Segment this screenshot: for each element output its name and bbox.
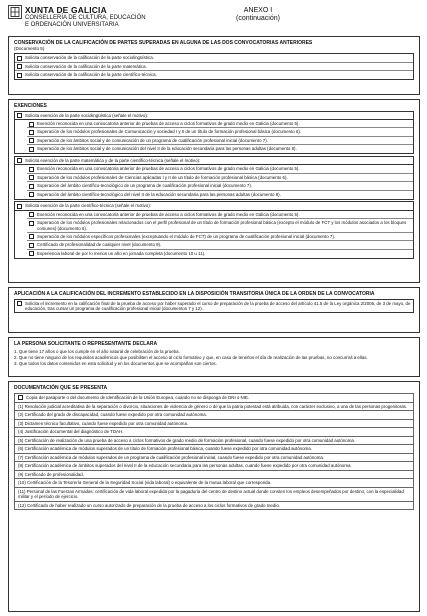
checkbox[interactable] bbox=[29, 184, 34, 189]
checkbox[interactable] bbox=[17, 158, 22, 163]
document-item: (3) Dictamen técnico facultativo, cuando fuese expedido por otra comunidad autónoma. bbox=[14, 420, 414, 429]
checkbox[interactable] bbox=[29, 221, 34, 226]
declaration-list bbox=[14, 349, 414, 367]
conservation-option: Solicita conservación de la calificación de la parte científico-técnica. bbox=[15, 71, 413, 79]
declaration-title: LA PERSONA SOLICITANTE O REPRESENTANTE DECLARA bbox=[14, 341, 158, 347]
checkbox[interactable] bbox=[29, 192, 34, 197]
exemption-option: Superación del ámbito científico-tecnológico de un programa de cualificación profesional inicial (documento 7). bbox=[27, 182, 413, 190]
org-line-2: CONSELLERÍA DE CULTURA, EDUCACIÓN bbox=[25, 15, 146, 22]
organization-name bbox=[25, 6, 146, 29]
increment-title: APLICACIÓN A LA CALIFICACIÓN DEL INCREMENTO ESTABLECIDO EN LA DISPOSICIÓN TRANSITORIA ÚNICA DE LA ORDEN DE LA CONVOCATORIA bbox=[14, 291, 375, 297]
conservation-section bbox=[8, 36, 420, 95]
exemption-option: Superación de los módulos específicos profesionales (exceptuando el módulo de FCT) de un programa de cualificación profesional inicial (documento 7). bbox=[27, 233, 413, 241]
conservation-options bbox=[14, 53, 414, 80]
exemptions-section bbox=[8, 99, 420, 283]
checkbox[interactable] bbox=[29, 167, 34, 172]
checkbox[interactable] bbox=[29, 147, 34, 152]
org-line-3: E ORDENACIÓN UNIVERSITARIA bbox=[25, 22, 119, 29]
checkbox[interactable] bbox=[18, 395, 23, 400]
declaration-item: 3. Que todos los datos contenidos en esta solicitud y en los documentos que se acompañan son ciertos. bbox=[14, 360, 217, 366]
document-item: (5) Certificación de realización de una prueba de acceso a ciclos formativos de grado medio de formación profesional, cuando fuese expedido por otra comunidad autónoma. bbox=[14, 437, 414, 446]
document-item: (12) Certificado de haber realizado un curso autorizado de preparación de la prueba de acceso a los ciclos formativos de grado medio. bbox=[14, 502, 414, 511]
exemption-option: Superación de los módulos profesionales relacionados con el perfil profesional de un título de formación profesional básica (excepto el módulo de FCT y los módulos asociados a los bloques comunes) (documento 6). bbox=[27, 219, 413, 233]
xunta-logo-icon bbox=[8, 5, 22, 19]
checkbox[interactable] bbox=[29, 122, 34, 127]
checkbox[interactable] bbox=[17, 64, 22, 69]
org-line-1: XUNTA DE GALICIA bbox=[25, 5, 107, 15]
annex-title: ANEXO I bbox=[243, 7, 273, 14]
declaration-item: 2. Que no tiene ninguno de los requisitos académicos que posibiliten el acceso al ciclo formativo y que, en caso de tenerlos el día de realización de las pruebas, no concurrirá a ellas. bbox=[14, 354, 368, 360]
checkbox[interactable] bbox=[29, 130, 34, 135]
increment-section bbox=[8, 287, 420, 333]
exemption-group-head: Solicita exención de la parte matemática y de la parte científico-técnica (señale el motivo): bbox=[15, 157, 413, 166]
exemption-option: Experiencia laboral de por lo menos un año en jornada completa (documento 10 u 11). bbox=[27, 250, 413, 258]
checkbox[interactable] bbox=[29, 251, 34, 256]
document-item: (10) Certificación de la Tesorería General de la Seguridad Social (vida laboral) o equivalente de la mutua laboral que corresponda. bbox=[14, 479, 414, 488]
checkbox[interactable] bbox=[17, 73, 22, 78]
document-item: (6) Certificación académica de módulos superados de un título de formación profesional básica, cuando fuese expedido por otra comunidad autónoma. bbox=[14, 445, 414, 454]
checkbox[interactable] bbox=[29, 234, 34, 239]
document-item: Copia del pasaporte o del documento de identificación de la Unión Europea, cuando no se disponga de DNI o NIE. bbox=[14, 393, 414, 403]
document-item: (9) Certificado de profesionalidad. bbox=[14, 471, 414, 480]
exemption-option: Superación de los ámbitos social y de comunicación de un programa de cualificación profesional inicial (documento 7). bbox=[27, 137, 413, 145]
conservation-option: Solicita conservación de la calificación de la parte matemática. bbox=[15, 63, 413, 71]
checkbox[interactable] bbox=[17, 204, 22, 209]
page-header bbox=[8, 4, 420, 34]
exemption-group bbox=[14, 111, 414, 155]
exemption-option: Exención reconocida en una convocatoria anterior de pruebas de acceso a ciclos formativos de grado medio en Galicia (documento 5). bbox=[27, 165, 413, 173]
checkbox[interactable] bbox=[17, 301, 22, 306]
exemption-group bbox=[14, 156, 414, 200]
conservation-title: CONSERVACIÓN DE LA CALIFICACIÓN DE PARTES SUPERADAS EN ALGUNA DE LAS DOS CONVOCATORIAS ANTERIORES bbox=[14, 40, 313, 46]
document-item: (8) Certificación académica de ámbitos superados del nivel II de la educación secundaria para las personas adultas, cuando fuese expedido por otra comunidad autónoma. bbox=[14, 462, 414, 471]
documents-section bbox=[8, 381, 420, 612]
documents-list bbox=[14, 393, 414, 510]
exemption-option: Exención reconocida en una convocatoria anterior de pruebas de acceso a ciclos formativos de grado medio en Galicia (documento 5). bbox=[27, 211, 413, 219]
annex-subtitle: (continuación) bbox=[236, 15, 280, 23]
document-item: (4) Justificación documental del diagnóstico de TDAH. bbox=[14, 428, 414, 437]
conservation-subtitle: (Documento 5) bbox=[14, 46, 45, 51]
exemptions-title: EXENCIONES bbox=[14, 103, 47, 109]
checkbox[interactable] bbox=[29, 175, 34, 180]
annex-heading bbox=[236, 7, 280, 24]
exemption-option: Superación de los módulos profesionales de Comunicación y sociedad I y II de un título de formación profesional básica (documento 6). bbox=[27, 128, 413, 136]
exemption-option: Exención reconocida en una convocatoria anterior de pruebas de acceso a ciclos formativos de grado medio en Galicia (documento 5). bbox=[27, 120, 413, 128]
checkbox[interactable] bbox=[29, 138, 34, 143]
exemption-option: Superación de los módulos profesionales de Ciencias aplicadas I y II de un título de formación profesional básica (documento 6). bbox=[27, 174, 413, 182]
exemption-option: Superación del ámbito científico-tecnológico del nivel II de la educación secundaria para las personas adultas (documento 8). bbox=[27, 191, 413, 199]
increment-options bbox=[14, 299, 414, 314]
declaration-item: 1. Que tiene 17 años o que los cumple en el año natural de celebración de la prueba. bbox=[14, 349, 180, 354]
documents-title: DOCUMENTACIÓN QUE SE PRESENTA bbox=[14, 385, 108, 391]
checkbox[interactable] bbox=[29, 243, 34, 248]
document-item: (11) Personal de las Fuerzas Armadas: certificación de vida laboral expedida por la pagaduría del centro de destino actual donde consten los empleos desempeñados por destino, con la especialidad militar y el período de ejercicio. bbox=[14, 488, 414, 502]
checkbox[interactable] bbox=[29, 212, 34, 217]
checkbox[interactable] bbox=[17, 56, 22, 61]
exemption-option: Superación de los ámbitos social y de comunicación del nivel II de la educación secundaria para las personas adultas (documento 8). bbox=[27, 145, 413, 153]
exemption-group-head: Solicita exención de la parte sociolingüística (señale el motivo): bbox=[15, 112, 413, 121]
document-item: (1) Resolución judicial acreditativa de la separación o divorcio, situaciones de violencia de género o de que la patria potestad está atribuida, con carácter exclusivo, a una de las personas progenitoras. bbox=[14, 403, 414, 412]
document-item: (2) Certificado del grado de discapacidad, cuando fuese expedido por otra comunidad autónoma. bbox=[14, 411, 414, 420]
exemption-group bbox=[14, 201, 414, 259]
exemption-option: Certificado de profesionalidad de cualquier nivel (documento 9). bbox=[27, 241, 413, 249]
conservation-option: Solicita conservación de la calificación de la parte sociolingüística. bbox=[15, 54, 413, 62]
exemption-group-head: Solicita exención de la parte científico-técnica (señale el motivo): bbox=[15, 202, 413, 211]
checkbox[interactable] bbox=[17, 113, 22, 118]
increment-option: Solicita el incremento en la calificación final de la prueba de acceso por haber superado el curso de preparación de la prueba de acceso del artículo 41.5 de la Ley orgánica 2/2006, de 3 de mayo, de educación, tras cursar un programa de cualificación profesional inicial (documentos 7 y 12). bbox=[15, 300, 413, 313]
declaration-section bbox=[8, 337, 420, 377]
document-item: (7) Certificación académica de módulos superados de un programa de cualificación profesional inicial, cuando fuese expedido por otra comunidad autónoma. bbox=[14, 454, 414, 463]
